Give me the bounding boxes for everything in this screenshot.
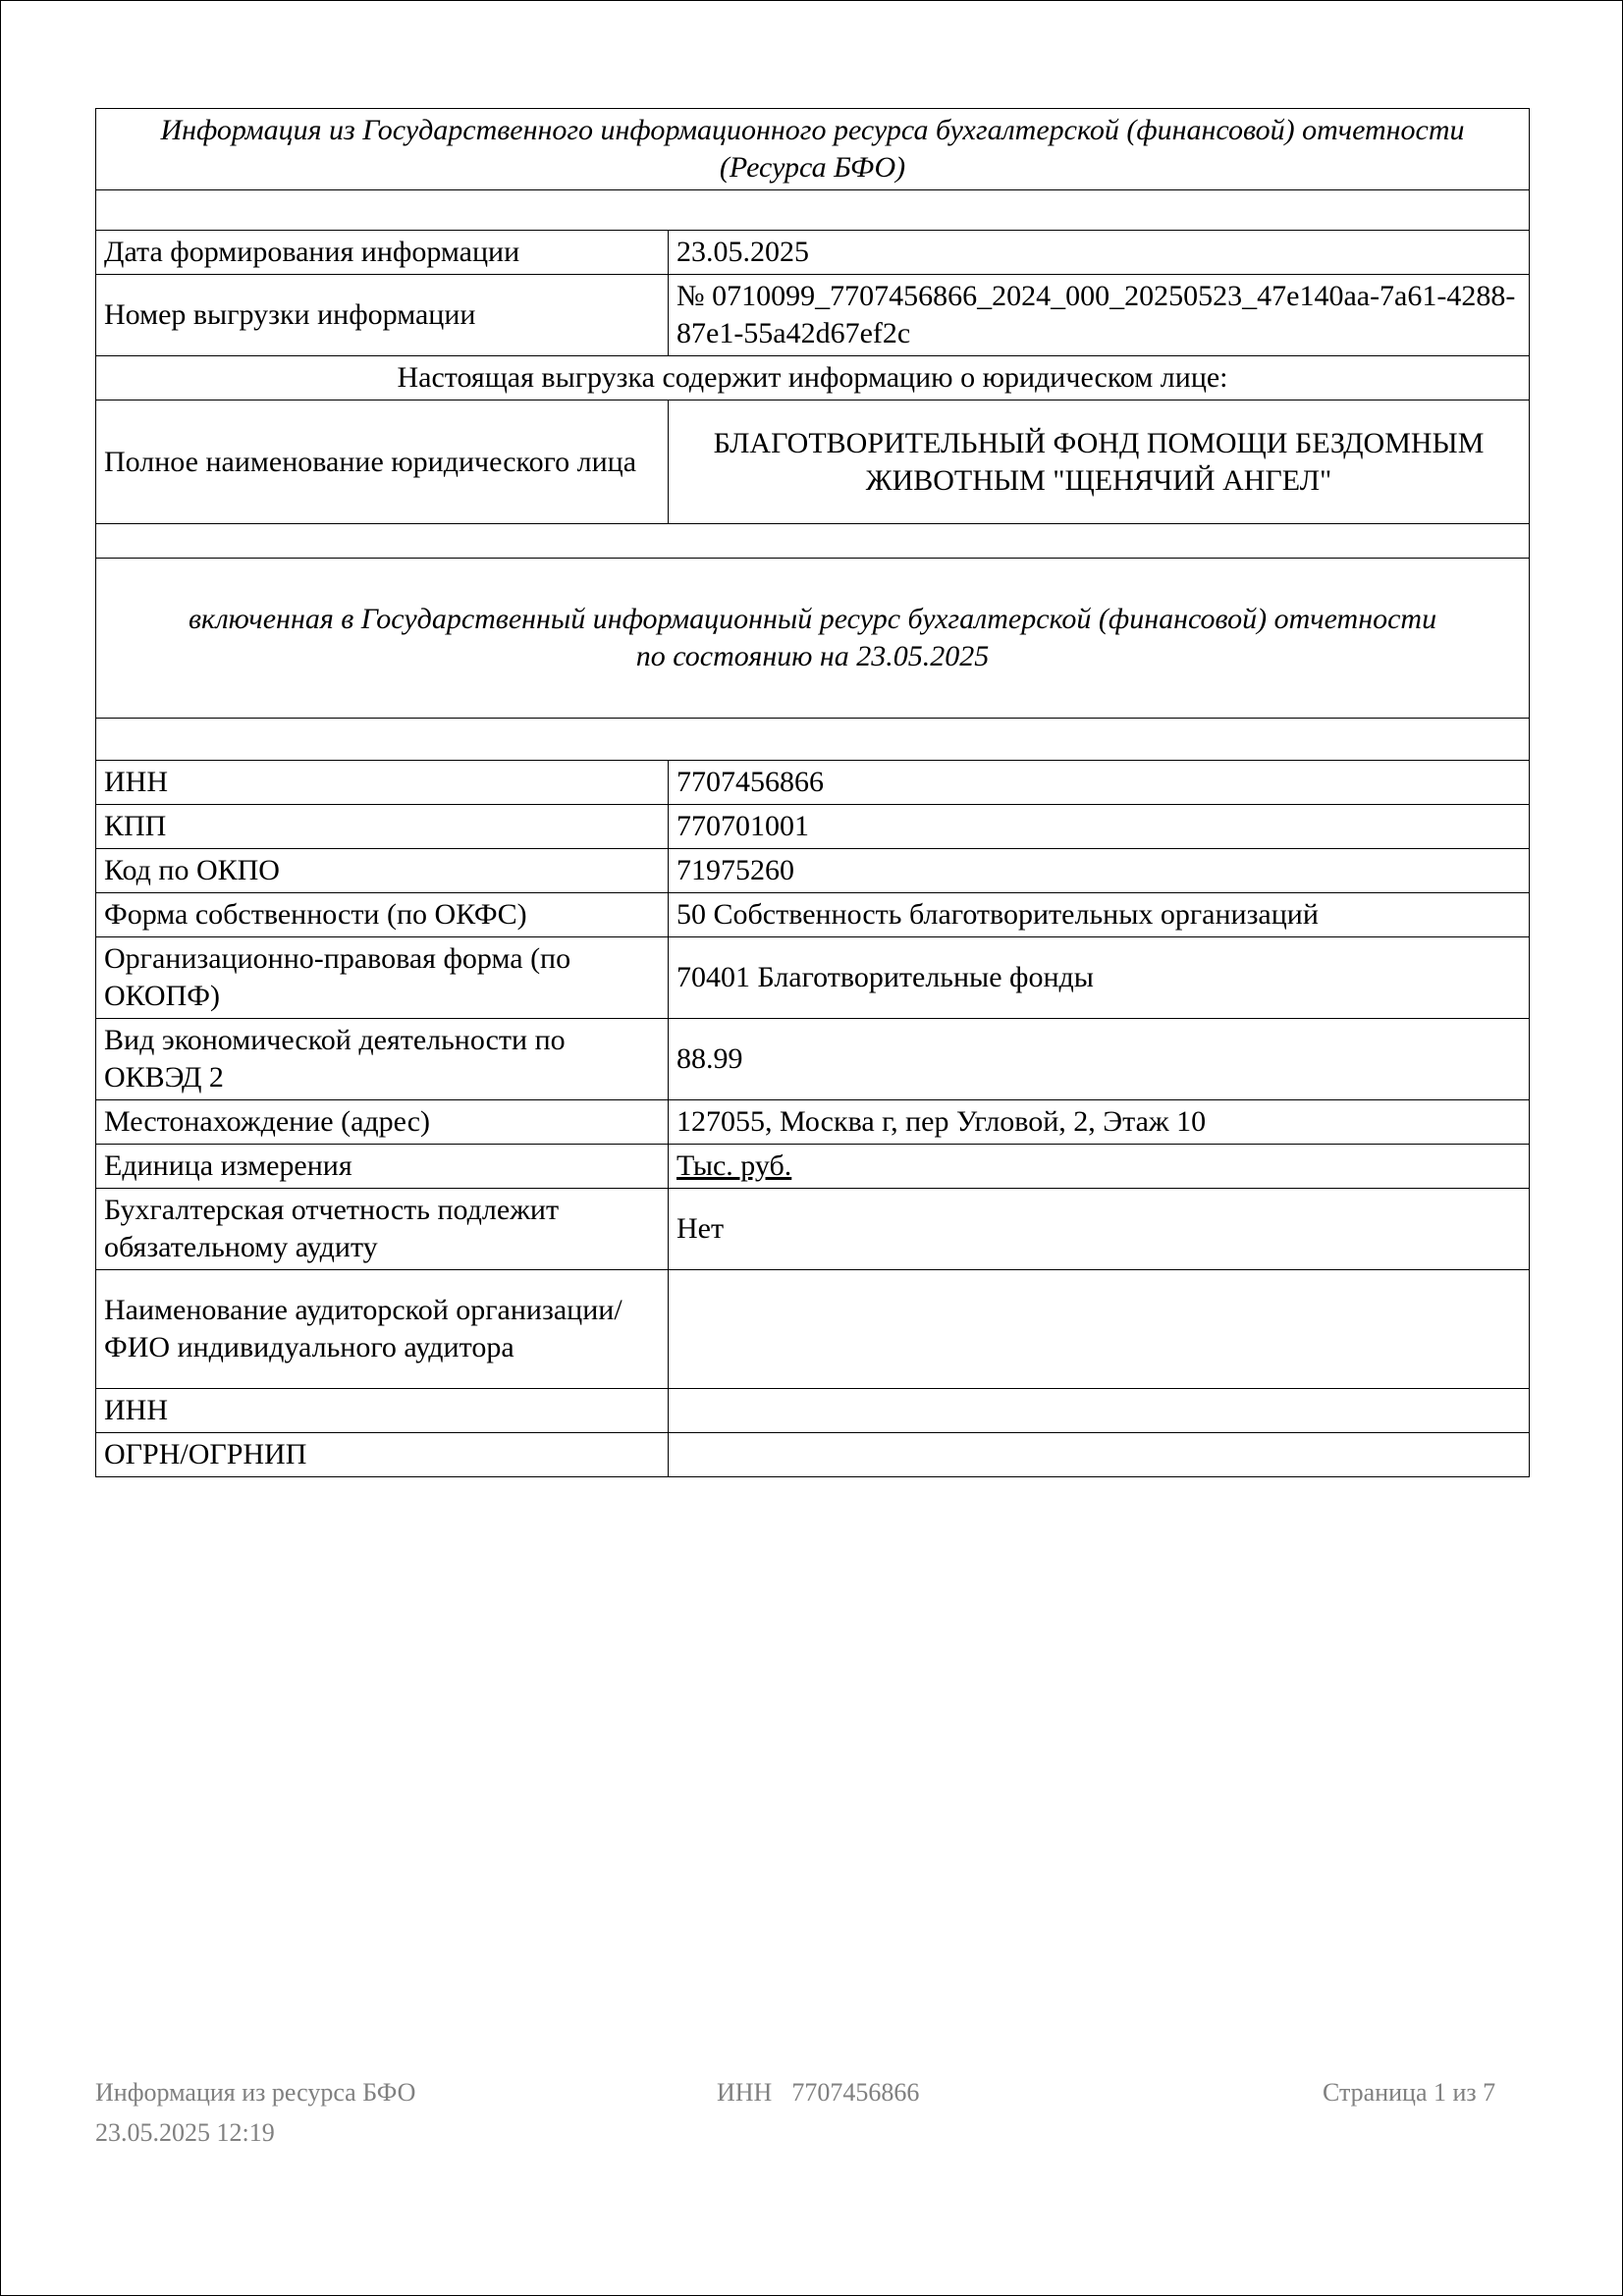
field-value: 88.99	[669, 1019, 1530, 1100]
table-row	[96, 805, 1530, 849]
table-row	[96, 761, 1530, 805]
table-row	[96, 893, 1530, 937]
entity-name: БЛАГОТВОРИТЕЛЬНЫЙ ФОНД ПОМОЩИ БЕЗДОМНЫМ ЖИВОТНЫМ "ЩЕНЯЧИЙ АНГЕЛ"	[669, 400, 1530, 524]
included-statement: включенная в Государственный информационный ресурс бухгалтерской (финансовой) отчетности по состоянию на 23.05.2025	[96, 559, 1530, 719]
table-row	[96, 400, 1530, 524]
table-row	[96, 1389, 1530, 1433]
field-label: ИНН	[96, 1389, 669, 1433]
spacer-cell	[96, 719, 1530, 761]
spacer-cell	[96, 524, 1530, 559]
table-row	[96, 1100, 1530, 1145]
table-row	[96, 1189, 1530, 1270]
table-row	[96, 1433, 1530, 1477]
field-value: 50 Собственность благотворительных организаций	[669, 893, 1530, 937]
field-value: 127055, Москва г, пер Угловой, 2, Этаж 10	[669, 1100, 1530, 1145]
field-label: Форма собственности (по ОКФС)	[96, 893, 669, 937]
table-row	[96, 559, 1530, 719]
footer-page-number: Страница 1 из 7	[1323, 2078, 1496, 2107]
table-row	[96, 1145, 1530, 1189]
field-label: КПП	[96, 805, 669, 849]
header-title: Информация из Государственного информационного ресурса бухгалтерской (финансовой) отчетности (Ресурса БФО)	[96, 109, 1530, 190]
field-label: Местонахождение (адрес)	[96, 1100, 669, 1145]
field-label: ИНН	[96, 761, 669, 805]
field-label: Вид экономической деятельности по ОКВЭД 2	[96, 1019, 669, 1100]
field-label: Код по ОКПО	[96, 849, 669, 893]
footer-inn	[717, 2078, 919, 2108]
bfo-info-table	[95, 108, 1530, 1477]
table-row	[96, 1019, 1530, 1100]
table-row	[96, 1270, 1530, 1389]
field-label: Полное наименование юридического лица	[96, 400, 669, 524]
table-row	[96, 937, 1530, 1019]
field-value: 7707456866	[669, 761, 1530, 805]
spacer-cell	[96, 190, 1530, 231]
field-label: Бухгалтерская отчетность подлежит обязательному аудиту	[96, 1189, 669, 1270]
field-value: 70401 Благотворительные фонды	[669, 937, 1530, 1019]
field-value: № 0710099_7707456866_2024_000_20250523_47e140aa-7a61-4288-87e1-55a42d67ef2c	[669, 275, 1530, 356]
notice-text: Настоящая выгрузка содержит информацию о юридическом лице:	[96, 356, 1530, 400]
field-value: 770701001	[669, 805, 1530, 849]
field-label: Организационно-правовая форма (по ОКОПФ)	[96, 937, 669, 1019]
table-row	[96, 356, 1530, 400]
field-value: Нет	[669, 1189, 1530, 1270]
footer-source: Информация из ресурса БФО	[95, 2078, 416, 2107]
table-row	[96, 190, 1530, 231]
field-label: Номер выгрузки информации	[96, 275, 669, 356]
table-row	[96, 231, 1530, 275]
footer-inn-label: ИНН	[717, 2078, 773, 2107]
table-row	[96, 275, 1530, 356]
field-value	[669, 1270, 1530, 1389]
field-label: Единица измерения	[96, 1145, 669, 1189]
field-value: 71975260	[669, 849, 1530, 893]
table-row	[96, 849, 1530, 893]
table-row	[96, 524, 1530, 559]
field-label: Дата формирования информации	[96, 231, 669, 275]
field-value: 23.05.2025	[669, 231, 1530, 275]
table-row	[96, 109, 1530, 190]
field-value	[669, 1389, 1530, 1433]
footer-datetime: 23.05.2025 12:19	[95, 2118, 275, 2147]
footer-inn-value: 7707456866	[791, 2078, 920, 2107]
field-label: Наименование аудиторской организации/ФИО индивидуального аудитора	[96, 1270, 669, 1389]
table-row	[96, 719, 1530, 761]
unit-value: Тыс. руб.	[669, 1145, 1530, 1189]
field-value	[669, 1433, 1530, 1477]
field-label: ОГРН/ОГРНИП	[96, 1433, 669, 1477]
